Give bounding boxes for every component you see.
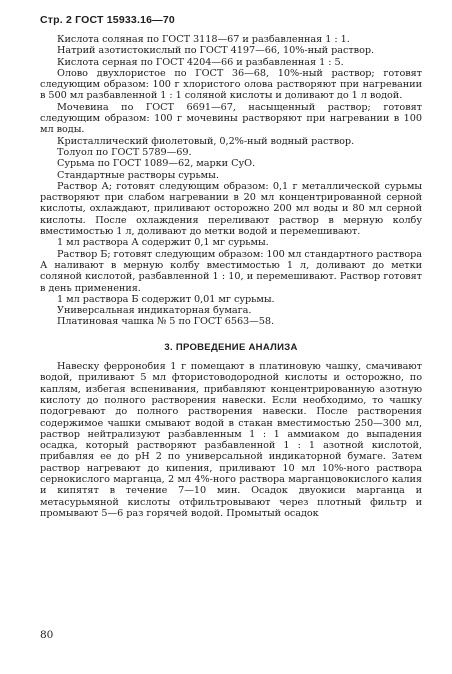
paragraph-9: Стандартные растворы сурьмы. <box>57 169 219 181</box>
paragraph-14: Универсальная индикаторная бумага. <box>57 305 252 317</box>
paragraph-5: Мочевина по ГОСТ 6691—67, насыщенный раствор; готовят следующим образом: 100 г мочевины растворяют при нагревании в 100 мл воды. <box>40 101 422 136</box>
paragraph-11: 1 мл раствора А содержит 0,1 мг сурьмы. <box>57 237 269 249</box>
paragraph-10: Раствор А; готовят следующим образом: 0,1 г металлической сурьмы растворяют при слабом нагревании в 20 мл концентрированной серной кислоты, охлаждают, приливают осторожно 200 мл воды и 80 мл серной кислоты. После охлаждения переливают раствор в мерную колбу вместимостью 1 л, доливают до метки водой и перемешивают. <box>40 180 422 238</box>
analysis-paragraph: Навеску ферронобия 1 г помещают в платиновую чашку, смачивают водой, приливают 5 мл фтористоводородной кислоты и осторожно, по каплям, избегая вспенивания, прибавляют концентрированную азотную кислоту до полного растворения навески. Если необходимо, то чашку подогревают до полного растворения навески. После растворения содержимое чашки смывают водой в стакан вместимостью 250—300 мл, раствор нейтрализуют разбавленным 1 : 1 аммиаком до выпадения осадка, который растворяют разбавленной 1 : 1 азотной кислотой, прибавляя ее до pH 2 по универсальной индикаторной бумаге. Затем раствор нагревают до кипения, приливают 10 мл 10%-ного раствора сернокислого марганца, 2 мл 4%-ного раствора марганцовокислого калия и кипятят в течение 7—10 мин. Осадок двуокиси марганца и метасурьмяной кислоты отфильтровывают через плотный фильтр и промывают 5—6 раз горячей водой. Промытый осадок <box>40 361 422 519</box>
paragraph-1: Кислота соляная по ГОСТ 3118—67 и разбавленная 1 : 1. <box>57 34 350 45</box>
page-number: 80 <box>40 629 54 641</box>
paragraph-4: Олово двухлористое по ГОСТ 36—68, 10%-ный раствор; готовят следующим образом: 100 г хлористого олова растворяют при нагревании в 500 мл разбавленной 1 : 1 соляной кислоты и доливают до 1 л водой. <box>40 67 422 102</box>
section-title: 3. ПРОВЕДЕНИЕ АНАЛИЗА <box>164 341 298 353</box>
paragraph-6: Кристаллический фиолетовый, 0,2%-ный водный раствор. <box>57 135 355 147</box>
paragraph-3: Кислота серная по ГОСТ 4204—66 и разбавленная 1 : 5. <box>57 56 344 68</box>
paragraph-8: Сурьма по ГОСТ 1089—62, марки СуО. <box>57 158 256 170</box>
paragraph-15: Платиновая чашка № 5 по ГОСТ 6563—58. <box>57 316 275 328</box>
page-header: Стр. 2 ГОСТ 15933.16—70 <box>40 14 175 26</box>
paragraph-7: Толуол по ГОСТ 5789—69. <box>57 146 192 158</box>
document-body <box>40 34 422 519</box>
paragraph-12: Раствор Б; готовят следующим образом: 100 мл стандартного раствора А наливают в мерную колбу вместимостью 1 л, доливают до метки соляной кислотой, разбавленной 1 : 10, и перемешивают. Раствор готовят в день применения. <box>40 248 422 294</box>
paragraph-13: 1 мл раствора Б содержит 0,01 мг сурьмы. <box>57 293 275 305</box>
paragraph-2: Натрий азотистокислый по ГОСТ 4197—66, 10%-ный раствор. <box>57 45 375 57</box>
